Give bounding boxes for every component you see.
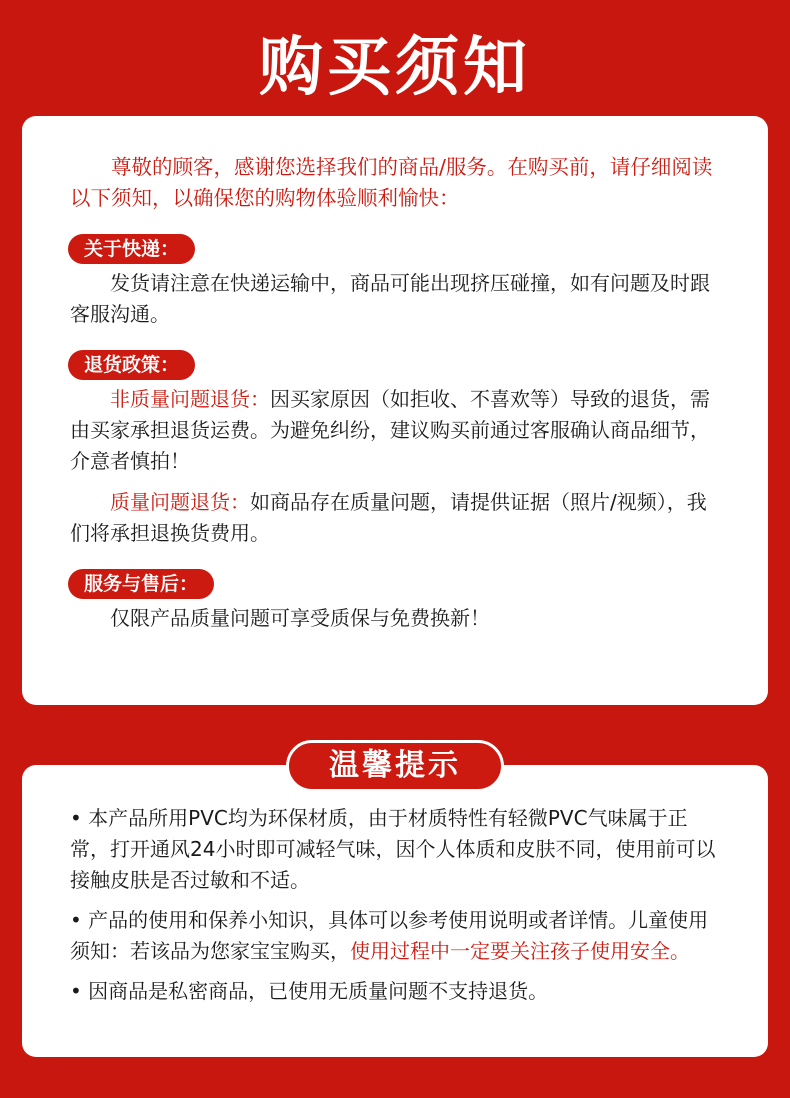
bullet-icon: • — [70, 908, 82, 932]
express-section — [70, 234, 718, 330]
non-quality-return — [70, 384, 718, 477]
intro-text: 尊敬的顾客，感谢您选择我们的商品/服务。在购买前，请仔细阅读以下须知，以确保您的购物体验顺利愉快： — [70, 155, 713, 210]
after-sales-label: 服务与售后： — [68, 569, 214, 599]
tip-item-2: • 产品的使用和保养小知识，具体可以参考使用说明或者详情。儿童使用须知：若该品为您家宝宝购买，使用过程中一定要关注孩子使用安全。 — [70, 908, 709, 963]
quality-return-label: 质量问题退货： — [110, 490, 250, 514]
bullet-icon: • — [70, 806, 82, 830]
non-quality-return-text: 因买家原因（如拒收、不喜欢等）导致的退货，需由买家承担退货运费。为避免纠纷，建议购买前通过客服确认商品细节，介意者慎拍！ — [70, 387, 710, 473]
return-policy-label: 退货政策： — [68, 350, 195, 380]
express-label: 关于快递： — [68, 234, 195, 264]
tips-card — [22, 765, 768, 1057]
tip-item-1: • 本产品所用PVC均为环保材质，由于材质特性有轻微PVC气味属于正常，打开通风24小时即可减轻气味，因个人体质和皮肤不同，使用前可以接触皮肤是否过敏和不适。 — [70, 806, 716, 892]
purchase-notice-card — [22, 116, 768, 705]
after-sales-section — [70, 569, 718, 634]
quality-return-text: 如商品存在质量问题，请提供证据（照片/视频），我们将承担退换货费用。 — [70, 490, 707, 545]
child-safety-warning: 使用过程中一定要关注孩子使用安全。 — [350, 939, 690, 963]
express-text: 发货请注意在快递运输中，商品可能出现挤压碰撞，如有问题及时跟客服沟通。 — [70, 271, 710, 326]
bullet-icon: • — [70, 979, 82, 1003]
warm-tips-label: 温馨提示 — [286, 740, 504, 792]
non-quality-return-label: 非质量问题退货： — [110, 387, 270, 411]
tip-item-3: • 因商品是私密商品，已使用无质量问题不支持退货。 — [70, 979, 549, 1003]
after-sales-text: 仅限产品质量问题可享受质保与免费换新！ — [110, 606, 490, 630]
return-policy-section — [70, 350, 718, 549]
page-title: 购买须知 — [259, 31, 531, 105]
quality-return — [70, 487, 718, 549]
